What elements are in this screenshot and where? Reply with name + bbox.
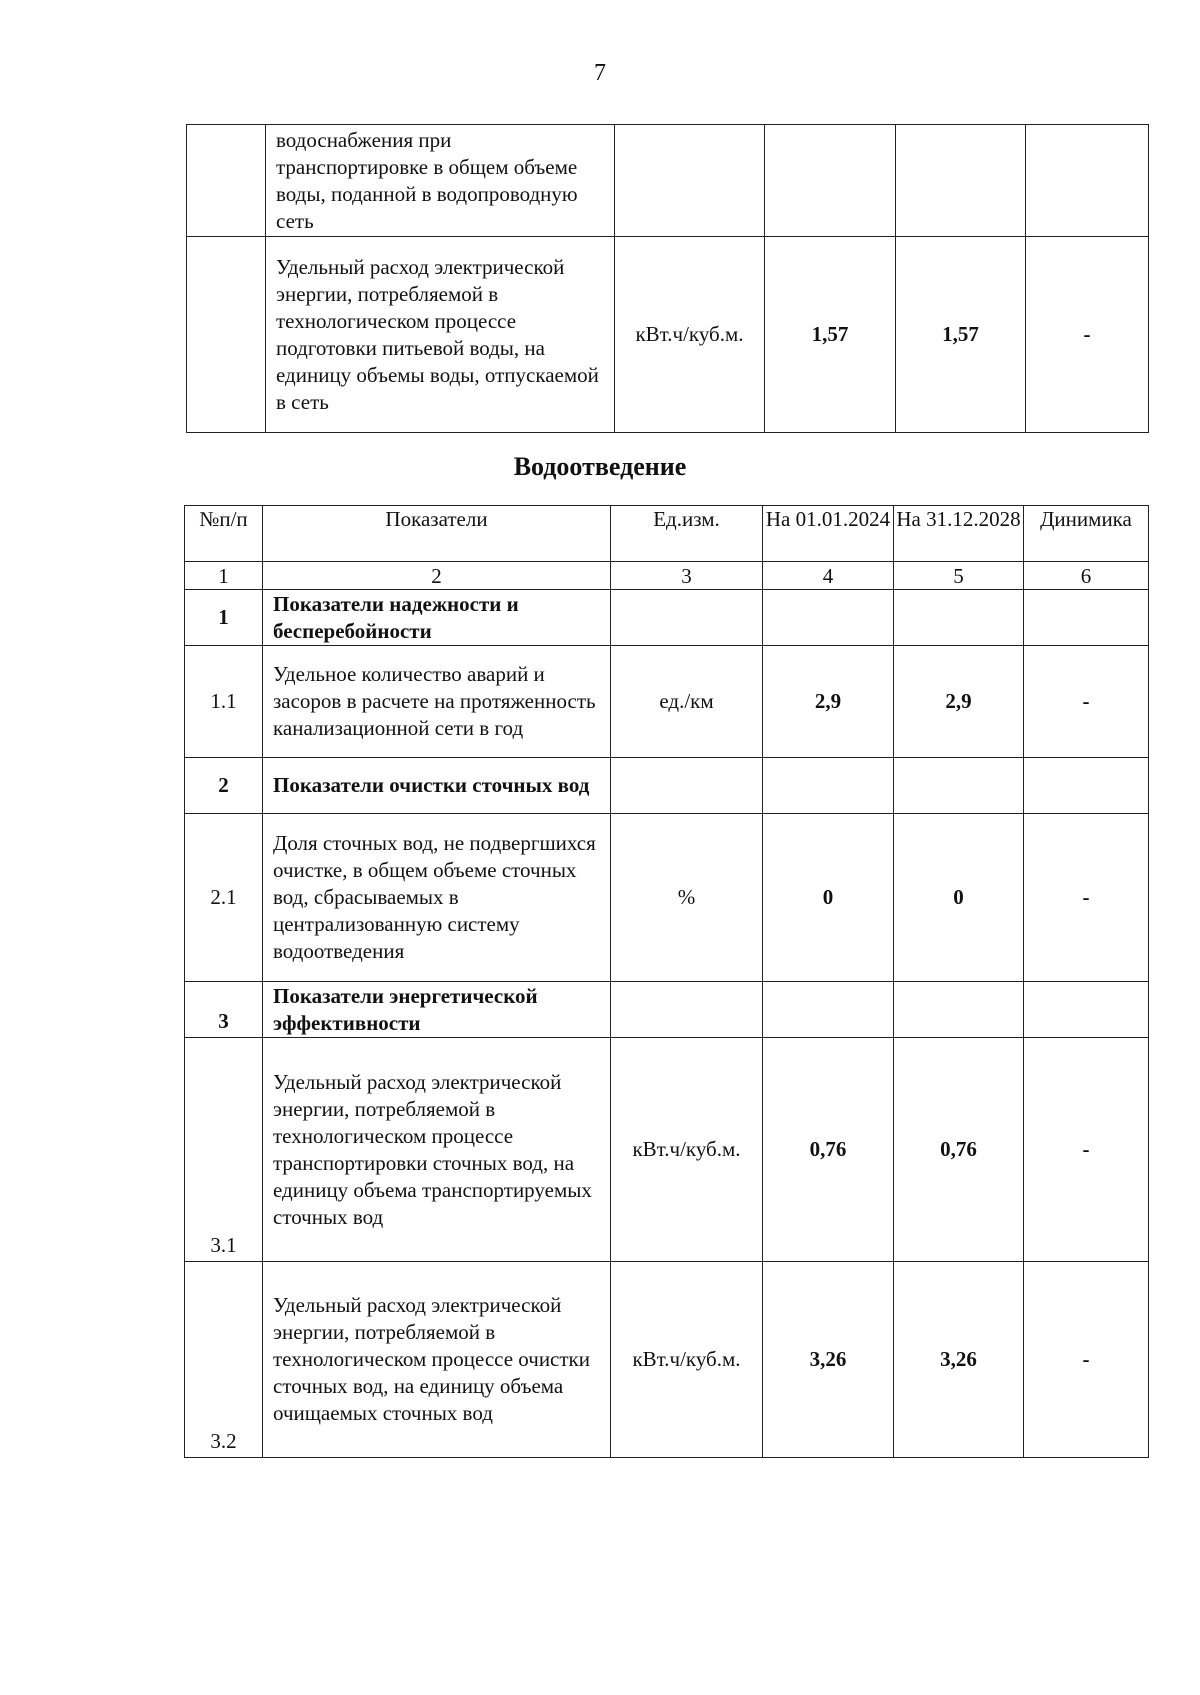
row-number [187, 237, 266, 433]
table-row [187, 237, 1149, 433]
dynamics-cell [1024, 758, 1149, 814]
table-row [185, 1262, 1149, 1458]
value-2024-cell [765, 125, 896, 237]
header-num: №п/п [185, 506, 263, 562]
value-2024-cell: 2,9 [763, 646, 894, 758]
value-2028-cell [894, 758, 1024, 814]
header-unit: Ед.изм. [611, 506, 763, 562]
indicator-cell: Показатели очистки сточных вод [263, 758, 611, 814]
value-2024-cell: 1,57 [765, 237, 896, 433]
unit-cell: кВт.ч/куб.м. [615, 237, 765, 433]
row-number: 2.1 [185, 814, 263, 982]
value-2028-cell [896, 125, 1026, 237]
row-number: 1 [185, 590, 263, 646]
column-number: 5 [894, 562, 1024, 590]
indicator-cell: Удельный расход электрической энергии, потребляемой в технологическом процессе транспортировки сточных вод, на единицу объема транспортируемых сточных вод [263, 1038, 611, 1262]
unit-cell [611, 590, 763, 646]
dynamics-cell: - [1024, 646, 1149, 758]
unit-cell [615, 125, 765, 237]
column-number: 3 [611, 562, 763, 590]
row-number: 2 [185, 758, 263, 814]
dynamics-cell: - [1024, 814, 1149, 982]
indicator-cell: Показатели энергетической эффективности [263, 982, 611, 1038]
row-number: 3.2 [185, 1262, 263, 1458]
value-2028-cell: 2,9 [894, 646, 1024, 758]
column-number: 4 [763, 562, 894, 590]
unit-cell [611, 982, 763, 1038]
water-supply-table-continued [186, 124, 1149, 433]
column-number-row [185, 562, 1149, 590]
dynamics-cell [1024, 590, 1149, 646]
indicator-cell: Удельное количество аварий и засоров в расчете на протяженность канализационной сети в год [263, 646, 611, 758]
dynamics-cell: - [1024, 1262, 1149, 1458]
value-2028-cell [894, 590, 1024, 646]
value-2024-cell [763, 982, 894, 1038]
value-2028-cell: 3,26 [894, 1262, 1024, 1458]
indicator-cell: Показатели надежности и бесперебойности [263, 590, 611, 646]
value-2024-cell: 3,26 [763, 1262, 894, 1458]
value-2024-cell: 0,76 [763, 1038, 894, 1262]
value-2028-cell [894, 982, 1024, 1038]
table-row [185, 646, 1149, 758]
table-row [187, 125, 1149, 237]
header-value-2028: На 31.12.2028 [894, 506, 1024, 562]
indicator-cell: Удельный расход электрической энергии, потребляемой в технологическом процессе подготовки питьевой воды, на единицу объемы воды, отпускаемой в сеть [266, 237, 615, 433]
table-header-row [185, 506, 1149, 562]
header-value-2024: На 01.01.2024 [763, 506, 894, 562]
unit-cell: кВт.ч/куб.м. [611, 1038, 763, 1262]
table-row [185, 590, 1149, 646]
value-2024-cell: 0 [763, 814, 894, 982]
unit-cell: ед./км [611, 646, 763, 758]
table-row [185, 814, 1149, 982]
indicator-cell: Удельный расход электрической энергии, потребляемой в технологическом процессе очистки сточных вод, на единицу объема очищаемых сточных вод [263, 1262, 611, 1458]
value-2024-cell [763, 590, 894, 646]
value-2028-cell: 0 [894, 814, 1024, 982]
table-row [185, 758, 1149, 814]
wastewater-table [184, 505, 1149, 1458]
unit-cell: % [611, 814, 763, 982]
table-row [185, 1038, 1149, 1262]
header-indicator: Показатели [263, 506, 611, 562]
section-title: Водоотведение [513, 452, 687, 481]
dynamics-cell [1024, 982, 1149, 1038]
value-2028-cell: 1,57 [896, 237, 1026, 433]
row-number: 3 [185, 982, 263, 1038]
dynamics-cell: - [1026, 237, 1149, 433]
value-2024-cell [763, 758, 894, 814]
row-number: 1.1 [185, 646, 263, 758]
column-number: 1 [185, 562, 263, 590]
dynamics-cell [1026, 125, 1149, 237]
indicator-cell: Доля сточных вод, не подвергшихся очистке, в общем объеме сточных вод, сбрасываемых в централизованную систему водоотведения [263, 814, 611, 982]
unit-cell: кВт.ч/куб.м. [611, 1262, 763, 1458]
column-number: 6 [1024, 562, 1149, 590]
header-dynamics: Динимика [1024, 506, 1149, 562]
row-number: 3.1 [185, 1038, 263, 1262]
indicator-cell: водоснабжения при транспортировке в общем объеме воды, поданной в водопроводную сеть [266, 125, 615, 237]
dynamics-cell: - [1024, 1038, 1149, 1262]
page-number: 7 [594, 60, 606, 86]
table-row [185, 982, 1149, 1038]
column-number: 2 [263, 562, 611, 590]
unit-cell [611, 758, 763, 814]
row-number [187, 125, 266, 237]
value-2028-cell: 0,76 [894, 1038, 1024, 1262]
